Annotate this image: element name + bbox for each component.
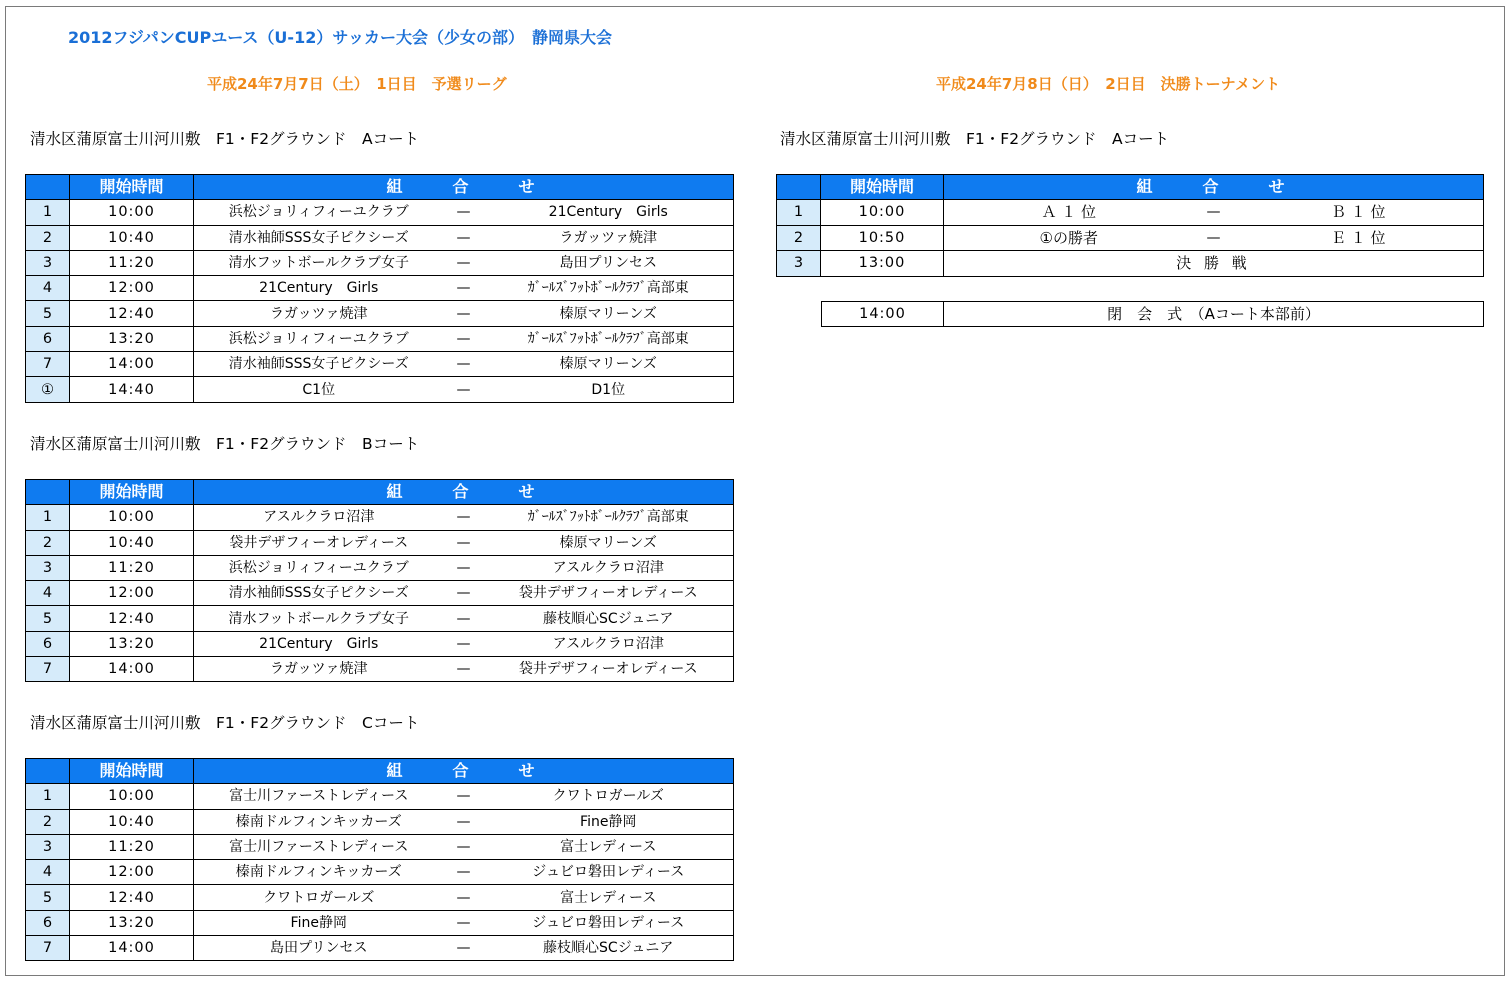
match-number: 7 [26, 352, 70, 377]
versus-dash: — [456, 305, 471, 322]
header-no-cell [26, 175, 70, 200]
match-number: 2 [26, 530, 70, 555]
away-team: Ｅ １ 位 [1330, 228, 1386, 247]
start-time: 14:00 [70, 936, 194, 961]
court-c-venue: 清水区蒲原富士川河川敷 F1・F2グラウンド Cコート [30, 714, 420, 732]
away-team: ｶﾞｰﾙｽﾞﾌｯﾄﾎﾞｰﾙｸﾗﾌﾞ高部東 [527, 330, 689, 347]
versus-dash: — [456, 839, 471, 856]
away-team: 榛原マリーンズ [559, 534, 657, 551]
match-cell [194, 809, 734, 834]
start-time: 14:00 [70, 352, 194, 377]
header-no-cell [26, 759, 70, 784]
court-b-schedule-table [25, 479, 734, 682]
match-number: 5 [26, 606, 70, 631]
away-team: 袋井デザフィーオレディース [518, 661, 698, 678]
closing-row [822, 302, 1484, 327]
home-team: 榛南ドルフィンキッカーズ [235, 864, 402, 881]
versus-dash: — [456, 610, 471, 627]
start-time: 10:00 [70, 200, 194, 225]
table-row [26, 276, 734, 301]
table-row [26, 860, 734, 885]
away-team: クワトロガールズ [552, 788, 664, 805]
table-row [26, 301, 734, 326]
table-row [26, 936, 734, 961]
match-number: ① [26, 377, 70, 402]
start-time: 10:40 [70, 530, 194, 555]
start-time: 12:00 [70, 860, 194, 885]
start-time: 10:00 [70, 505, 194, 530]
table-row [26, 784, 734, 809]
match-number: 1 [777, 200, 821, 225]
home-team: 浜松ジョリィフィーユクラブ [228, 204, 409, 221]
match-number: 6 [26, 326, 70, 351]
start-time: 11:20 [70, 555, 194, 580]
home-team: ラガッツァ焼津 [269, 661, 368, 678]
table-row [26, 326, 734, 351]
home-team: 清水袖師SSS女子ピクシーズ [228, 585, 409, 602]
header-no-cell [777, 175, 821, 200]
match-number: 5 [26, 885, 70, 910]
versus-dash: — [456, 788, 471, 805]
away-team: D1位 [591, 381, 626, 398]
match-cell [194, 301, 734, 326]
table-row [26, 631, 734, 656]
match-number: 7 [26, 657, 70, 682]
start-time: 12:40 [70, 885, 194, 910]
home-team: ①の勝者 [1039, 228, 1098, 247]
match-cell [944, 200, 1484, 225]
match-number: 4 [26, 581, 70, 606]
home-team: 清水フットボールクラブ女子 [228, 610, 409, 627]
away-team: 富士レディース [560, 889, 657, 906]
match-number: 2 [26, 225, 70, 250]
court-a-venue: 清水区蒲原富士川河川敷 F1・F2グラウンド Aコート [30, 130, 420, 148]
match-number: 1 [26, 505, 70, 530]
away-team: アスルクラロ沼津 [552, 635, 664, 652]
away-team: ジュビロ磐田レディース [532, 864, 685, 881]
home-team: クワトロガールズ [263, 889, 375, 906]
match-cell [194, 657, 734, 682]
home-team: 島田プリンセス [270, 940, 368, 957]
match-cell [944, 225, 1484, 250]
start-time: 12:40 [70, 301, 194, 326]
court-b-venue: 清水区蒲原富士川河川敷 F1・F2グラウンド Bコート [30, 435, 420, 453]
match-cell [194, 834, 734, 859]
table-row [26, 606, 734, 631]
home-team: 浜松ジョリィフィーユクラブ [228, 330, 409, 347]
versus-dash: — [456, 330, 471, 347]
match-cell [194, 250, 734, 275]
versus-dash: — [456, 560, 471, 577]
header-match-cell: 組 合 せ [944, 175, 1484, 200]
away-team: ｶﾞｰﾙｽﾞﾌｯﾄﾎﾞｰﾙｸﾗﾌﾞ高部東 [527, 280, 689, 297]
away-team: Ｂ １ 位 [1330, 203, 1386, 222]
start-time: 12:40 [70, 606, 194, 631]
match-cell [194, 352, 734, 377]
table-header-row [26, 759, 734, 784]
match-number: 3 [26, 555, 70, 580]
away-team: 藤枝順心SCジュニア [543, 610, 674, 627]
home-team: C1位 [302, 381, 336, 398]
versus-dash: — [1206, 204, 1221, 221]
start-time: 10:40 [70, 809, 194, 834]
match-cell [194, 505, 734, 530]
start-time: 14:00 [70, 657, 194, 682]
versus-dash: — [456, 534, 471, 551]
match-number: 5 [26, 301, 70, 326]
away-team: 榛原マリーンズ [559, 356, 657, 373]
match-number: 2 [777, 225, 821, 250]
home-team: 清水フットボールクラブ女子 [228, 255, 409, 272]
table-header-row [777, 175, 1484, 200]
table-row [26, 555, 734, 580]
table-row [777, 200, 1484, 225]
header-time-cell: 開始時間 [70, 175, 194, 200]
start-time: 13:20 [70, 631, 194, 656]
table-header-row [26, 480, 734, 505]
versus-dash: — [456, 635, 471, 652]
versus-dash: — [456, 356, 471, 373]
home-team: 浜松ジョリィフィーユクラブ [228, 560, 409, 577]
versus-dash: — [456, 585, 471, 602]
start-time: 13:20 [70, 326, 194, 351]
table-row [26, 250, 734, 275]
table-row [26, 834, 734, 859]
closing-time: 14:00 [822, 302, 944, 327]
day1-title: 平成24年7月7日（土） 1日目 予選リーグ [207, 75, 507, 93]
match-number: 1 [26, 784, 70, 809]
away-team: 袋井デザフィーオレディース [518, 585, 698, 602]
table-row [26, 885, 734, 910]
versus-dash: — [456, 813, 471, 830]
tournament-venue: 清水区蒲原富士川河川敷 F1・F2グラウンド Aコート [780, 130, 1170, 148]
page-title: 2012フジパンCUPユース（U-12）サッカー大会（少女の部） 静岡県大会 [68, 28, 613, 47]
away-team: 榛原マリーンズ [559, 305, 657, 322]
header-time-cell: 開始時間 [70, 759, 194, 784]
match-cell [194, 225, 734, 250]
court-a-schedule-table [25, 174, 734, 403]
home-team: 榛南ドルフィンキッカーズ [235, 813, 402, 830]
start-time: 12:00 [70, 276, 194, 301]
home-team: 清水袖師SSS女子ピクシーズ [228, 229, 409, 246]
away-team: アスルクラロ沼津 [552, 560, 664, 577]
final-match-cell [944, 250, 1484, 276]
home-team: 袋井デザフィーオレディース [229, 534, 409, 551]
match-cell [194, 200, 734, 225]
match-number: 4 [26, 276, 70, 301]
match-cell [194, 631, 734, 656]
versus-dash: — [456, 889, 471, 906]
match-cell [194, 910, 734, 935]
home-team: ラガッツァ焼津 [269, 305, 368, 322]
match-cell [194, 326, 734, 351]
versus-dash: — [456, 864, 471, 881]
versus-dash: — [456, 661, 471, 678]
header-match-cell: 組 合 せ [194, 480, 734, 505]
court-c-schedule-table [25, 758, 734, 961]
versus-dash: — [456, 255, 471, 272]
closing-ceremony-table [821, 301, 1484, 327]
table-row [26, 530, 734, 555]
start-time: 11:20 [70, 834, 194, 859]
home-team: アスルクラロ沼津 [263, 509, 375, 526]
match-cell [194, 936, 734, 961]
versus-dash: — [1206, 229, 1221, 246]
match-number: 2 [26, 809, 70, 834]
home-team: 富士川ファーストレディース [229, 788, 409, 805]
start-time: 10:40 [70, 225, 194, 250]
match-cell [194, 276, 734, 301]
table-row [26, 581, 734, 606]
away-team: 21Century Girls [548, 204, 668, 221]
match-number: 6 [26, 631, 70, 656]
away-team: ラガッツァ焼津 [559, 229, 658, 246]
header-match-cell: 組 合 せ [194, 175, 734, 200]
table-row [26, 505, 734, 530]
match-cell [194, 581, 734, 606]
table-header-row [26, 175, 734, 200]
header-match-cell: 組 合 せ [194, 759, 734, 784]
header-no-cell [26, 480, 70, 505]
match-cell [194, 530, 734, 555]
table-row [26, 200, 734, 225]
table-row [26, 377, 734, 402]
home-team: 富士川ファーストレディース [229, 839, 409, 856]
home-team: Ａ １ 位 [1041, 203, 1097, 222]
table-row [26, 352, 734, 377]
match-number: 3 [26, 250, 70, 275]
away-team: 島田プリンセス [559, 255, 657, 272]
start-time: 13:00 [821, 250, 944, 276]
match-number: 7 [26, 936, 70, 961]
final-label: 決 勝 戦 [1176, 253, 1251, 272]
match-number: 1 [26, 200, 70, 225]
closing-label: 閉 会 式 （Aコート本部前） [944, 302, 1484, 327]
away-team: ｶﾞｰﾙｽﾞﾌｯﾄﾎﾞｰﾙｸﾗﾌﾞ高部東 [527, 509, 689, 526]
versus-dash: — [456, 509, 471, 526]
match-cell [194, 555, 734, 580]
match-number: 4 [26, 860, 70, 885]
match-cell [194, 606, 734, 631]
home-team: 21Century Girls [259, 635, 379, 652]
table-row [26, 225, 734, 250]
start-time: 14:40 [70, 377, 194, 402]
header-time-cell: 開始時間 [70, 480, 194, 505]
away-team: Fine静岡 [580, 813, 637, 830]
table-row [777, 250, 1484, 276]
match-cell [194, 885, 734, 910]
start-time: 10:50 [821, 225, 944, 250]
day2-title: 平成24年7月8日（日） 2日目 決勝トーナメント [936, 75, 1281, 93]
start-time: 10:00 [821, 200, 944, 225]
match-cell [194, 377, 734, 402]
home-team: 清水袖師SSS女子ピクシーズ [228, 356, 409, 373]
match-number: 6 [26, 910, 70, 935]
start-time: 12:00 [70, 581, 194, 606]
table-row [26, 910, 734, 935]
home-team: Fine静岡 [290, 914, 347, 931]
versus-dash: — [456, 229, 471, 246]
start-time: 11:20 [70, 250, 194, 275]
tournament-schedule-table [776, 174, 1484, 277]
table-row [26, 809, 734, 834]
header-time-cell: 開始時間 [821, 175, 944, 200]
start-time: 13:20 [70, 910, 194, 935]
versus-dash: — [456, 381, 471, 398]
versus-dash: — [456, 280, 471, 297]
table-row [26, 657, 734, 682]
away-team: 藤枝順心SCジュニア [543, 940, 674, 957]
away-team: 富士レディース [560, 839, 657, 856]
start-time: 10:00 [70, 784, 194, 809]
versus-dash: — [456, 204, 471, 221]
versus-dash: — [456, 940, 471, 957]
match-cell [194, 860, 734, 885]
match-cell [194, 784, 734, 809]
match-number: 3 [777, 250, 821, 276]
home-team: 21Century Girls [259, 280, 379, 297]
versus-dash: — [456, 914, 471, 931]
table-row [777, 225, 1484, 250]
away-team: ジュビロ磐田レディース [532, 914, 685, 931]
match-number: 3 [26, 834, 70, 859]
